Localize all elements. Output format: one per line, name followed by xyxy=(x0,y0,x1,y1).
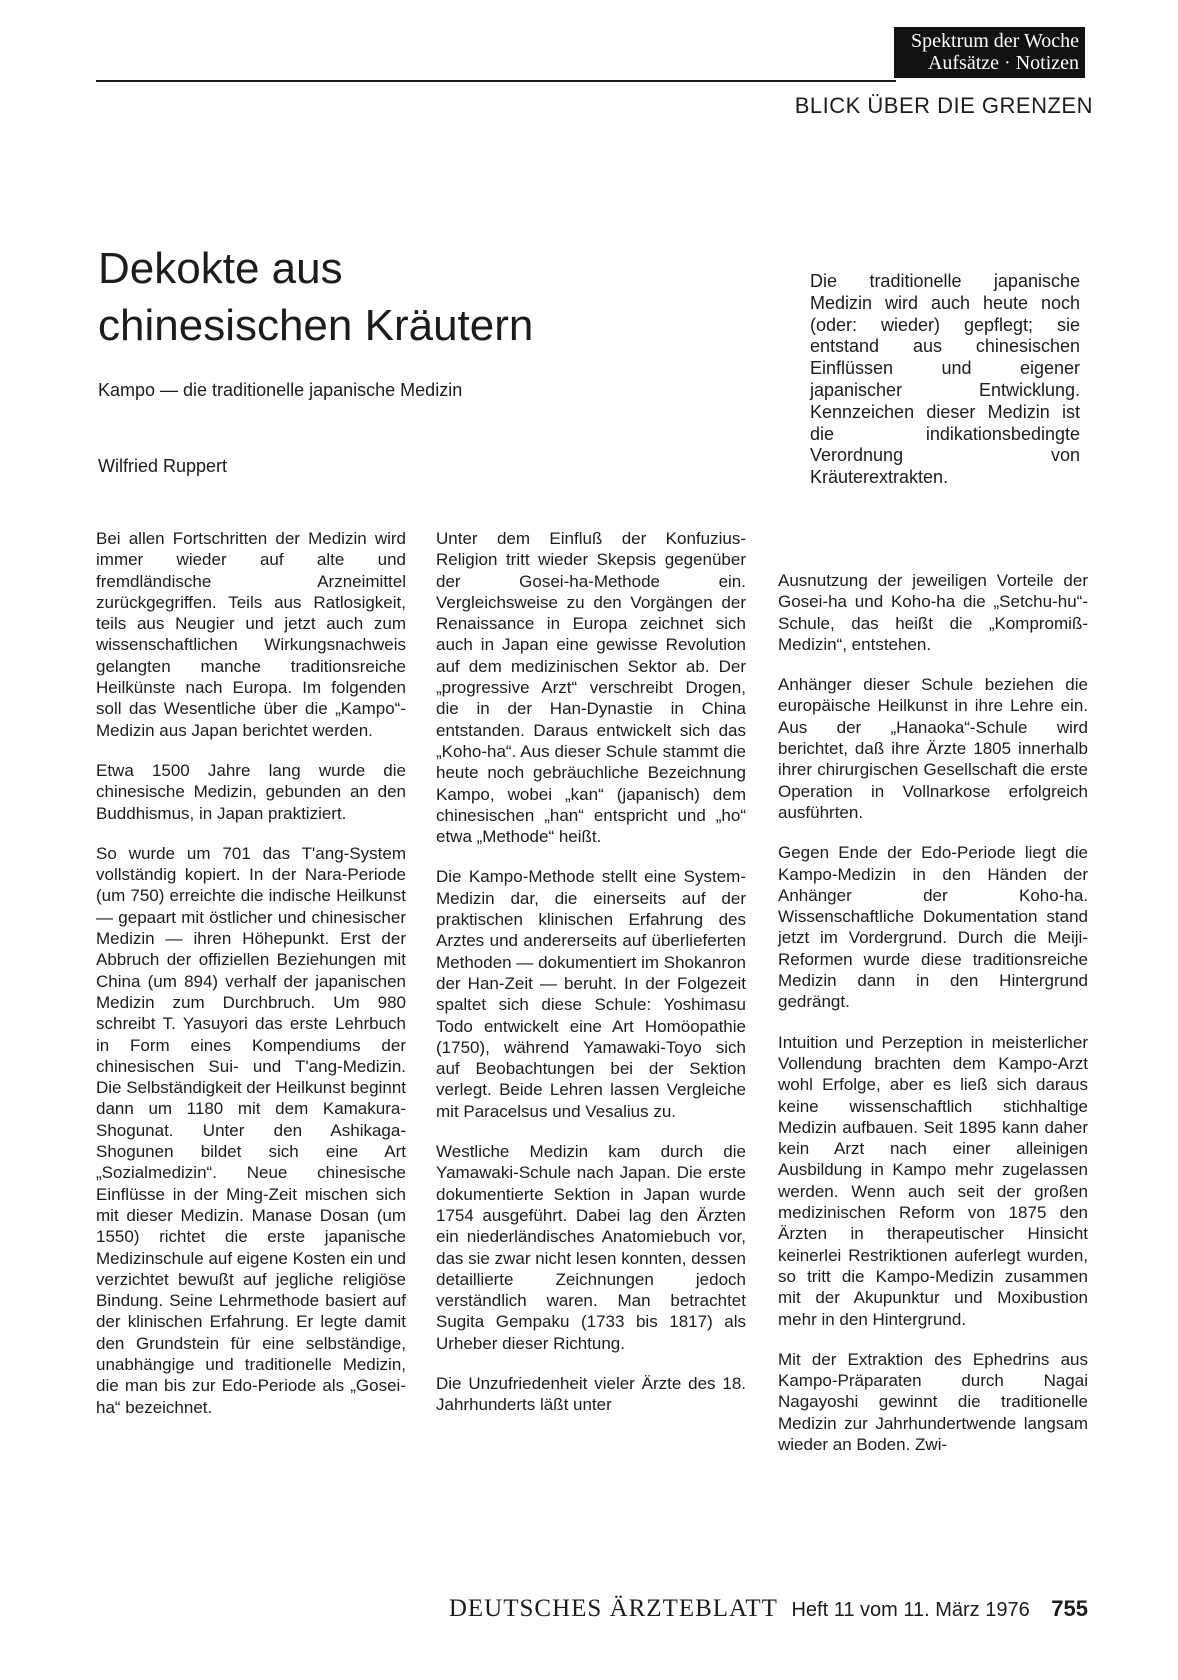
page-number: 755 xyxy=(1051,1596,1088,1621)
title-line-2: chinesischen Kräutern xyxy=(98,301,534,350)
paragraph: Unter dem Einfluß der Konfuzius-Religion tritt wieder Skepsis gegenüber der Gosei-ha-Methode ein. Vergleichsweise zu den Vorgängen der Renaissance in Europa zeichnet sich auch in Japan eine gewisse Revolution auf dem medizinischen Sektor ab. Der „progressive Arzt“ verschreibt Drogen, die in der Han-Dynastie in China entstanden. Daraus entwickelt sich das „Koho-ha“. Aus dieser Schule stammt die heute noch gebräuchliche Bezeichnung Kampo, wobei „kan“ (japanisch) dem chinesischen „han“ entspricht und „ho“ etwa „Methode“ heißt. xyxy=(436,529,746,847)
text-column-2 xyxy=(436,528,746,1435)
badge-line-2: Aufsätze · Notizen xyxy=(927,52,1079,74)
header-rule xyxy=(96,80,896,82)
article-title xyxy=(98,240,698,354)
text-column-1 xyxy=(96,528,406,1437)
page-footer xyxy=(449,1595,1088,1623)
article-author: Wilfried Ruppert xyxy=(98,456,228,476)
paragraph: Ausnutzung der jeweiligen Vorteile der Gosei-ha und Koho-ha die „Setchu-hu“-Schule, das heißt die „Kompromiß-Medizin“, entstehen. xyxy=(778,571,1088,654)
paragraph: Anhänger dieser Schule beziehen die europäische Heilkunst in ihre Lehre ein. Aus der „Hanaoka“-Schule wird berichtet, daß ihre Ärzte 1805 innerhalb ihrer chirurgischen Gesellschaft die erste Operation in Vollnarkose erfolgreich ausführten. xyxy=(778,675,1088,822)
issue-info: Heft 11 vom 11. März 1976 xyxy=(791,1599,1030,1621)
section-heading: BLICK ÜBER DIE GRENZEN xyxy=(794,93,1093,118)
paragraph: Die Unzufriedenheit vieler Ärzte des 18. Jahrhunderts läßt unter xyxy=(436,1373,746,1415)
badge-line-1: Spektrum der Woche xyxy=(911,30,1079,52)
paragraph: Intuition und Perzeption in meisterlicher Vollendung brachten dem Kampo-Arzt wohl Erfolge, aber es ließ sich daraus keine wissenschaftlich stichhaltige Medizin aufbauen. Seit 1895 kann daher kein Arzt nach einer alleinigen Ausbildung in Kampo mehr zugelassen werden. Wenn auch seit der großen medizinischen Reform von 1875 den Ärzten in therapeutischer Hinsicht keinerlei Restriktionen auferlegt wurden, so tritt die Kampo-Medizin zusammen mit der Akupunktur und Moxibustion mehr in den Hintergrund. xyxy=(778,1032,1088,1329)
paragraph: So wurde um 701 das T'ang-System vollständig kopiert. In der Nara-Periode (um 750) erreichte die indische Heilkunst — gepaart mit östlicher und chinesischer Medizin — ihren Höhepunkt. Erst der Abbruch der offiziellen Beziehungen mit China (um 894) verhalf der japanischen Medizin zum Durchbruch. Um 980 schreibt T. Yasuyori das erste Lehrbuch in Form eines Kompendiums der chinesischen Sui- und T'ang-Medizin. Die Selbständigkeit der Heilkunst beginnt dann um 1180 mit dem Kamakura-Shogunat. Unter den Ashikaga-Shogunen bildet sich eine Art „Sozialmedizin“. Neue chinesische Einflüsse in der Ming-Zeit mischen sich mit dieser Medizin. Manase Dosan (um 1550) richtet die erste japanische Medizinschule auf eigene Kosten ein und verzichtet bewußt auf jegliche religiöse Bindung. Seine Lehrmethode basiert auf der klinischen Erfahrung. Er legte damit den Grundstein für eine selbständige, unabhängige und traditionelle Medizin, die man bis zur Edo-Periode als „Gosei-ha“ bezeichnet. xyxy=(96,843,406,1417)
paragraph: Die Kampo-Methode stellt eine System-Medizin dar, die einerseits auf der praktischen klinischen Erfahrung des Arztes und andererseits auf überlieferten Methoden — dokumentiert im Shokanron der Han-Zeit — beruht. In der Folgezeit spaltet sich diese Schule: Yoshimasu Todo entwickelt eine Art Homöopathie (1750), während Yamawaki-Toyo sich auf Beobachtungen bei der Sektion verlegt. Beide Lehren lassen Vergleiche mit Paracelsus und Vesalius zu. xyxy=(436,867,746,1121)
article-abstract: Die traditionelle japanische Medizin wird auch heute noch (oder: wieder) gepflegt; sie entstand aus chinesischen Einflüssen und eigener japanischer Entwicklung. Kennzeichen dieser Medizin ist die indikationsbedingte Verordnung von Kräuterextrakten. xyxy=(810,271,1080,488)
paragraph: Westliche Medizin kam durch die Yamawaki-Schule nach Japan. Die erste dokumentierte Sektion in Japan wurde 1754 ausgeführt. Dabei lag den Ärzten ein niederländisches Anatomiebuch vor, das sie zwar nicht lesen konnten, dessen detaillierte Zeichnungen jedoch verständlich waren. Man betrachtet Sugita Gempaku (1733 bis 1817) als Urheber dieser Richtung. xyxy=(436,1142,746,1353)
text-column-3 xyxy=(778,570,1088,1474)
paragraph: Mit der Extraktion des Ephedrins aus Kampo-Präparaten durch Nagai Nagayoshi gewinnt die traditionelle Medizin zur Jahrhundertwende langsam wieder an Boden. Zwi- xyxy=(778,1349,1088,1454)
title-line-1: Dekokte aus xyxy=(98,244,343,293)
paragraph: Bei allen Fortschritten der Medizin wird immer wieder auf alte und fremdländische Arzneimittel zurückgegriffen. Teils aus Ratlosigkeit, teils aus Neugier und jetzt auch zum wissenschaftlichen Wirkungsnachweis gelangten manche traditionsreiche Heilkünste nach Europa. Im folgenden soll das Wesentliche über die „Kampo“-Medizin aus Japan berichtet werden. xyxy=(96,529,406,740)
paragraph: Gegen Ende der Edo-Periode liegt die Kampo-Medizin in den Händen der Anhänger der Koho-ha. Wissenschaftliche Dokumentation stand jetzt im Vordergrund. Durch die Meiji-Reformen wurde diese traditionsreiche Medizin dann in den Hintergrund gedrängt. xyxy=(778,843,1088,1012)
article-subtitle: Kampo — die traditionelle japanische Medizin xyxy=(98,380,463,400)
paragraph: Etwa 1500 Jahre lang wurde die chinesische Medizin, gebunden an den Buddhismus, in Japan praktiziert. xyxy=(96,760,406,823)
section-badge xyxy=(894,27,1085,78)
journal-name: DEUTSCHES ÄRZTEBLATT xyxy=(448,1595,778,1622)
